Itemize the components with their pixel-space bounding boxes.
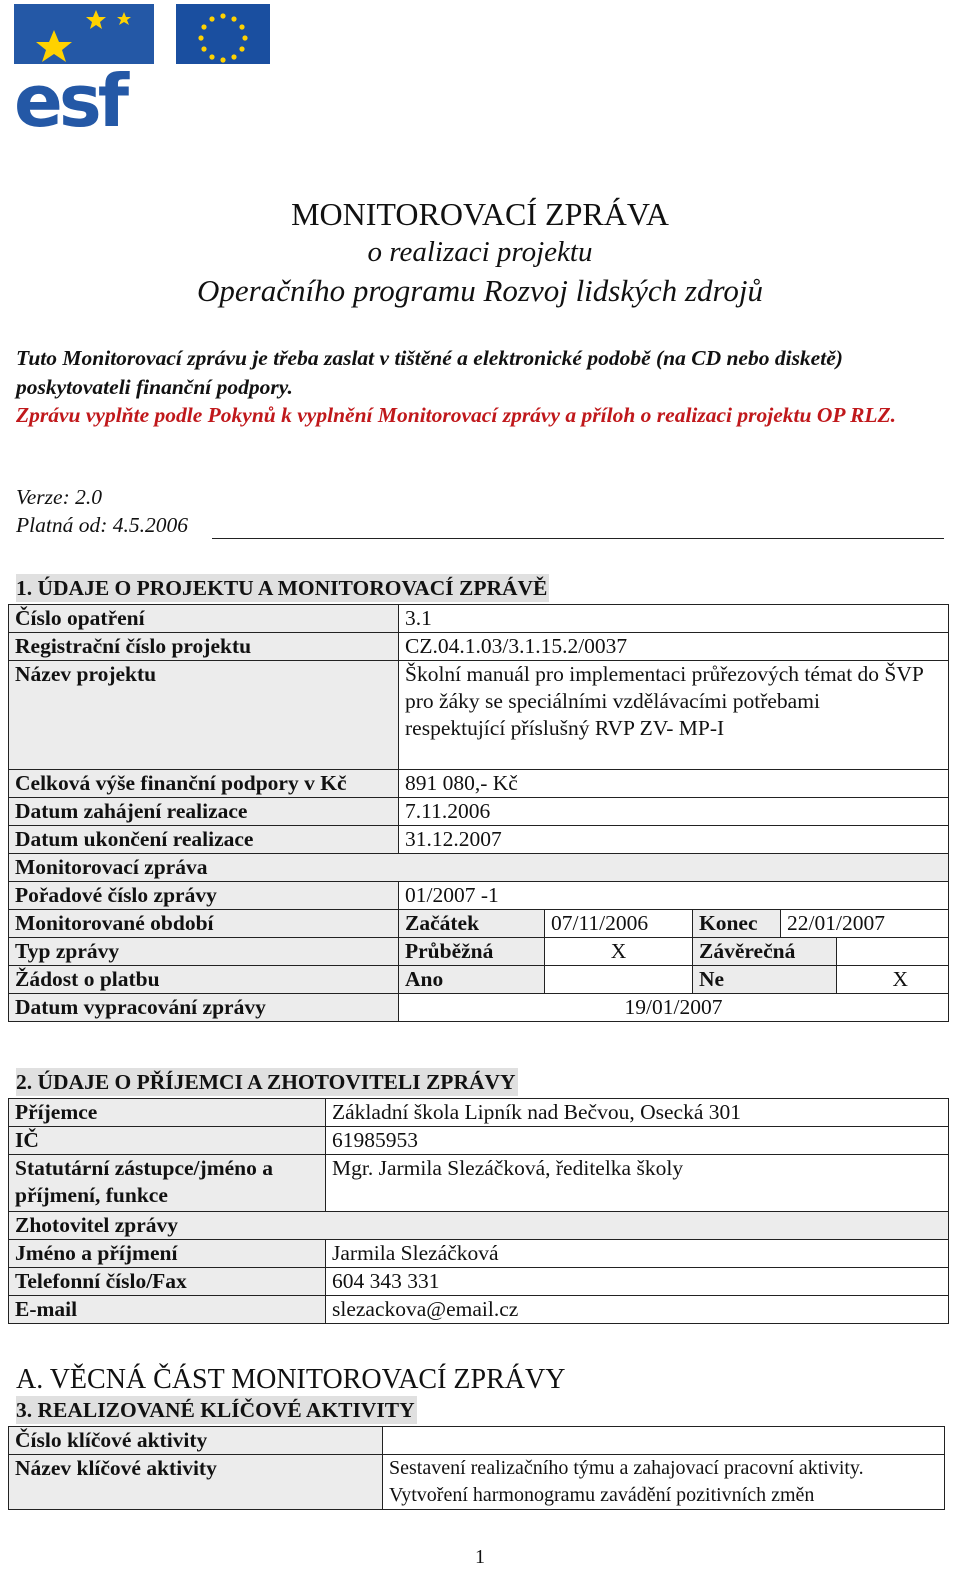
section-1-heading: 1. ÚDAJE O PROJEKTU A MONITOROVACÍ ZPRÁVĚ xyxy=(16,576,548,600)
table-row xyxy=(9,661,949,770)
activity-name-line: Sestavení realizačního týmu a zahajovací pracovní aktivity. xyxy=(389,1457,864,1479)
valid-from-label: Platná od: 4.5.2006 xyxy=(16,513,188,537)
table-row xyxy=(9,1455,945,1510)
cell-value xyxy=(383,1427,945,1455)
cell-value: 61985953 xyxy=(326,1127,949,1155)
cell-value xyxy=(383,1455,945,1510)
cell-value: 3.1 xyxy=(399,605,949,633)
section-3-heading: 3. REALIZOVANÉ KLÍČOVÉ AKTIVITY xyxy=(16,1398,415,1422)
checkbox-mark: X xyxy=(545,938,693,966)
cell-value: 19/01/2007 xyxy=(399,994,949,1022)
cell-label: Začátek xyxy=(399,910,545,938)
cell-label: Název projektu xyxy=(9,661,399,770)
cell-label: Datum zahájení realizace xyxy=(9,798,399,826)
cell-label: Monitorované období xyxy=(9,910,399,938)
table-row xyxy=(9,1268,949,1296)
cell-label: Název klíčové aktivity xyxy=(9,1455,383,1510)
esf-logo-background xyxy=(14,4,154,64)
table-row xyxy=(9,1212,949,1240)
cell-label: Telefonní číslo/Fax xyxy=(9,1268,326,1296)
table-row xyxy=(9,826,949,854)
key-activities-table xyxy=(8,1426,945,1510)
table-row xyxy=(9,1427,945,1455)
cell-value: Základní škola Lipník nad Bečvou, Osecká 301 xyxy=(326,1099,949,1127)
table-row xyxy=(9,798,949,826)
cell-label: Registrační číslo projektu xyxy=(9,633,399,661)
cell-label: Datum vypracování zprávy xyxy=(9,994,399,1022)
cell-value: Mgr. Jarmila Slezáčková, ředitelka školy xyxy=(326,1155,949,1212)
document-subtitle-program: Operačního programu Rozvoj lidských zdrojů xyxy=(197,273,763,308)
table-row xyxy=(9,605,949,633)
cell-value: 22/01/2007 xyxy=(781,910,949,938)
table-row xyxy=(9,1127,949,1155)
table-row xyxy=(9,910,949,938)
table-row xyxy=(9,1155,949,1212)
table-row xyxy=(9,994,949,1022)
checkbox-mark: X xyxy=(837,966,949,994)
cell-label: Jméno a příjmení xyxy=(9,1240,326,1268)
cell-label: Průběžná xyxy=(399,938,545,966)
esf-letters: esf xyxy=(14,59,126,132)
table-row xyxy=(9,1240,949,1268)
checkbox-mark xyxy=(837,938,949,966)
cell-label: Ano xyxy=(399,966,545,994)
cell-label: Konec xyxy=(693,910,781,938)
document-title: MONITOROVACÍ ZPRÁVA xyxy=(291,196,669,232)
table-row xyxy=(9,854,949,882)
table-row xyxy=(9,938,949,966)
table-row xyxy=(9,770,949,798)
activity-name-line: Vytvoření harmonogramu zavádění pozitivních změn xyxy=(389,1484,815,1506)
recipient-info-table xyxy=(8,1098,949,1324)
page-number: 1 xyxy=(475,1546,485,1568)
cell-value: slezackova@email.cz xyxy=(326,1296,949,1324)
cell-value: 7.11.2006 xyxy=(399,798,949,826)
cell-label: Žádost o platbu xyxy=(9,966,399,994)
cell-label: IČ xyxy=(9,1127,326,1155)
table-row xyxy=(9,633,949,661)
version-label: Verze: 2.0 xyxy=(16,485,102,509)
table-row xyxy=(9,1099,949,1127)
esf-logo xyxy=(14,4,274,132)
intro-guideline-note: Zprávu vyplňte podle Pokynů k vyplnění Monitorovací zprávy a příloh o realizaci projektu OP RLZ. xyxy=(16,403,897,427)
cell-value: 604 343 331 xyxy=(326,1268,949,1296)
cell-label: Zhotovitel zprávy xyxy=(9,1212,949,1240)
document-subtitle: o realizaci projektu xyxy=(367,236,593,268)
table-row xyxy=(9,882,949,910)
cell-label: Statutární zástupce/jméno a příjmení, funkce xyxy=(9,1155,326,1212)
divider-line xyxy=(212,538,944,539)
cell-label: E-mail xyxy=(9,1296,326,1324)
cell-label: Příjemce xyxy=(9,1099,326,1127)
cell-label: Číslo klíčové aktivity xyxy=(9,1427,383,1455)
cell-label: Celková výše finanční podpory v Kč xyxy=(9,770,399,798)
cell-label: Monitorovací zpráva xyxy=(9,854,949,882)
table-row xyxy=(9,1296,949,1324)
eu-flag-icon xyxy=(176,4,270,64)
cell-value: 891 080,- Kč xyxy=(399,770,949,798)
cell-value: 01/2007 -1 xyxy=(399,882,949,910)
cell-label: Typ zprávy xyxy=(9,938,399,966)
cell-label: Číslo opatření xyxy=(9,605,399,633)
cell-value: Jarmila Slezáčková xyxy=(326,1240,949,1268)
cell-value: Školní manuál pro implementaci průřezových témat do ŠVP pro žáky se speciálními vzdělávacími potřebami respektující příslušný RVP ZV- MP-I xyxy=(399,661,949,770)
cell-label: Datum ukončení realizace xyxy=(9,826,399,854)
intro-instructions: Tuto Monitorovací zprávu je třeba zaslat v tištěné a elektronické podobě (na CD nebo disketě) poskytovateli finanční podpory. xyxy=(16,346,843,399)
checkbox-mark xyxy=(545,966,693,994)
cell-value: 07/11/2006 xyxy=(545,910,693,938)
section-2-heading: 2. ÚDAJE O PŘÍJEMCI A ZHOTOVITELI ZPRÁVY xyxy=(16,1070,516,1094)
cell-value: CZ.04.1.03/3.1.15.2/0037 xyxy=(399,633,949,661)
section-a-heading: A. VĚCNÁ ČÁST MONITOROVACÍ ZPRÁVY xyxy=(16,1364,566,1395)
table-row xyxy=(9,966,949,994)
cell-label: Ne xyxy=(693,966,837,994)
cell-label: Pořadové číslo zprávy xyxy=(9,882,399,910)
project-info-table xyxy=(8,604,949,1022)
cell-label: Závěrečná xyxy=(693,938,837,966)
cell-value: 31.12.2007 xyxy=(399,826,949,854)
